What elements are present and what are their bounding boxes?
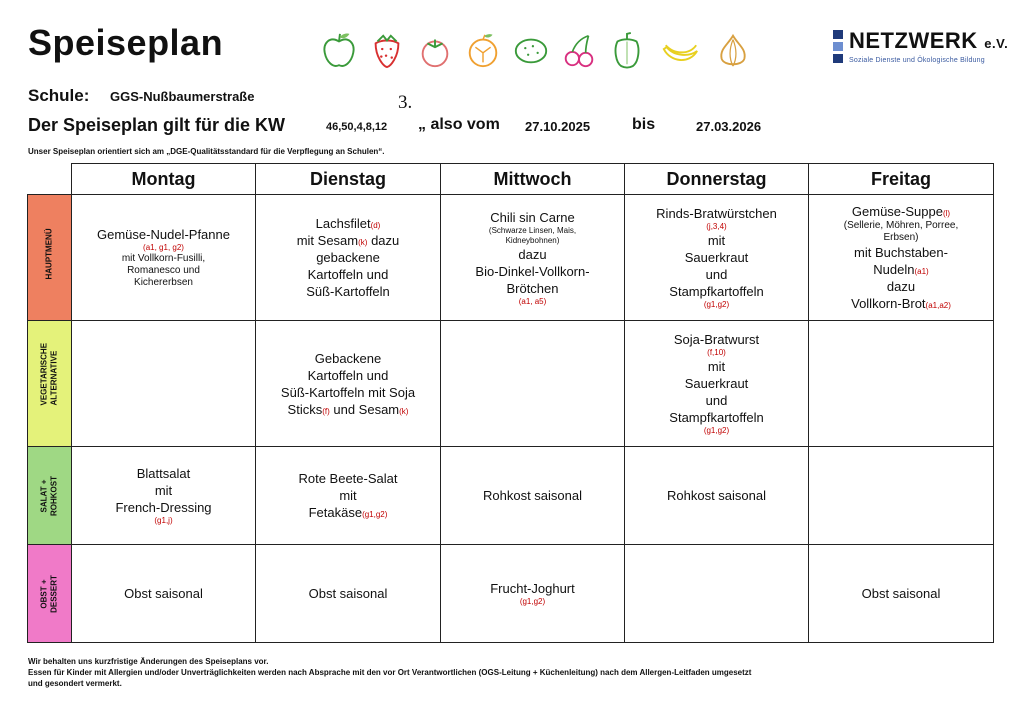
cell-obst-dienstag: Obst saisonal — [256, 545, 441, 643]
cell-haupt-mittwoch: Chili sin Carne (Schwarze Linsen, Mais, Kidneybohnen) dazu Bio-Dinkel-Vollkorn- Brötchen (a1, a5) — [441, 195, 625, 321]
logo-name: NETZWERK e.V. — [849, 28, 1009, 53]
cell-salat-montag: Blattsalat mit French-Dressing (g1,j) — [72, 447, 256, 545]
cell-obst-freitag: Obst saisonal — [809, 545, 994, 643]
pepper-icon — [608, 30, 646, 70]
cell-veg-freitag — [809, 321, 994, 447]
footer-notes — [28, 656, 751, 689]
kiwi-icon — [512, 30, 550, 70]
row-label-obst: OBST + DESSERT — [28, 545, 72, 643]
also-vom-label: „ also vom — [418, 116, 500, 133]
fruit-illustrations — [320, 30, 752, 70]
school-name: GGS-Nußbaumerstraße — [110, 89, 255, 104]
apple-icon — [320, 30, 358, 70]
date-to: 27.03.2026 — [696, 119, 762, 134]
cell-veg-donnerstag: Soja-Bratwurst (f,10) mit Sauerkraut und Stampfkartoffeln (g1,g2) — [625, 321, 809, 447]
day-header-donnerstag: Donnerstag — [625, 164, 809, 195]
cell-obst-donnerstag — [625, 545, 809, 643]
footer-line-3: und gesondert vermerkt. — [28, 679, 122, 688]
orange-icon — [464, 30, 502, 70]
onion-icon — [714, 30, 752, 70]
table-corner — [28, 164, 72, 195]
cell-haupt-freitag: Gemüse-Suppe(l) (Sellerie, Möhren, Porree, Erbsen) mit Buchstaben- Nudeln(a1) dazu Vollkorn-Brot(a1,a2) — [809, 195, 994, 321]
cherry-icon — [560, 30, 598, 70]
strawberry-icon — [368, 30, 406, 70]
row-label-salat: SALAT + ROHKOST — [28, 447, 72, 545]
plan-number: 3. — [398, 92, 413, 113]
plan-validity-label: Der Speiseplan gilt für die KW — [28, 115, 286, 135]
cell-salat-freitag — [809, 447, 994, 545]
cell-salat-dienstag: Rote Beete-Salat mit Fetakäse(g1,g2) — [256, 447, 441, 545]
bis-label: bis — [632, 116, 656, 133]
cell-obst-mittwoch: Frucht-Joghurt (g1,g2) — [441, 545, 625, 643]
logo-mark — [833, 30, 843, 63]
cell-salat-donnerstag: Rohkost saisonal — [625, 447, 809, 545]
tomato-icon — [416, 30, 454, 70]
calendar-weeks: 46,50,4,8,12 — [326, 121, 388, 133]
cell-haupt-montag: Gemüse-Nudel-Pfanne (a1, g1, g2) mit Vollkorn-Fusilli, Romanesco und Kichererbsen — [72, 195, 256, 321]
cell-haupt-donnerstag: Rinds-Bratwürstchen (j,3,4) mit Sauerkraut und Stampfkartoffeln (g1,g2) — [625, 195, 809, 321]
cell-veg-mittwoch — [441, 321, 625, 447]
day-header-montag: Montag — [72, 164, 256, 195]
day-header-mittwoch: Mittwoch — [441, 164, 625, 195]
page-title: Speiseplan — [28, 22, 224, 63]
menu-table — [27, 163, 994, 643]
day-header-freitag: Freitag — [809, 164, 994, 195]
cell-obst-montag: Obst saisonal — [72, 545, 256, 643]
row-label-vegetarisch: VEGETARISCHE ALTERNATIVE — [28, 321, 72, 447]
footer-line-2: Essen für Kinder mit Allergien und/oder Unverträglichkeiten werden nach Absprache mit den vor Ort Verantwortlichen (OGS-Leitung + Küchenleitung) nach dem Allergen-Leitfaden umgesetzt — [28, 668, 752, 677]
day-header-dienstag: Dienstag — [256, 164, 441, 195]
dge-standard-note: Unser Speiseplan orientiert sich am „DGE-Qualitätsstandard für die Verpflegung an Schulen“. — [28, 147, 385, 156]
row-label-hauptmenue: HAUPTMENÜ — [28, 195, 72, 321]
netzwerk-logo — [833, 30, 1008, 64]
cell-salat-mittwoch: Rohkost saisonal — [441, 447, 625, 545]
footer-line-1: Wir behalten uns kurzfristige Änderungen des Speiseplans vor. — [28, 657, 269, 666]
date-from: 27.10.2025 — [525, 119, 591, 134]
logo-subtitle: Soziale Dienste und Ökologische Bildung — [849, 57, 985, 64]
cell-haupt-dienstag: Lachsfilet(d) mit Sesam(k) dazu gebackene Kartoffeln und Süß-Kartoffeln — [256, 195, 441, 321]
cell-veg-dienstag: Gebackene Kartoffeln und Süß-Kartoffeln mit Soja Sticks(f) und Sesam(k) — [256, 321, 441, 447]
banana-icon — [656, 30, 704, 70]
cell-veg-montag — [72, 321, 256, 447]
school-label: Schule: — [28, 86, 90, 105]
